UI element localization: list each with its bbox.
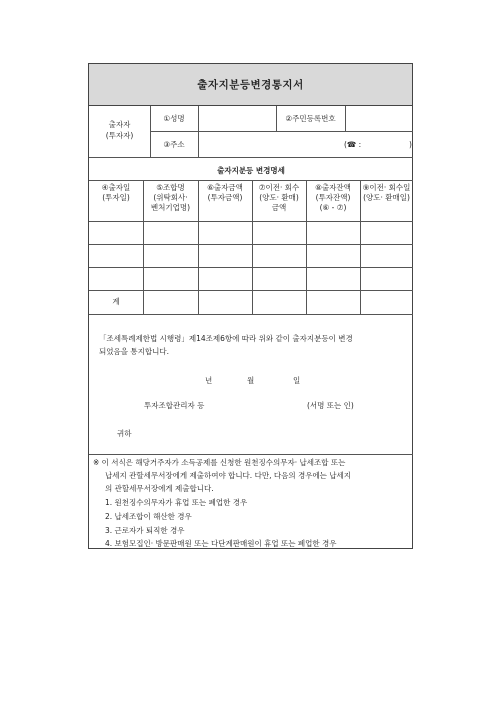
table-row [89,244,413,245]
divider [345,106,346,131]
signer-label: 투자조합관리자 등 [144,401,205,410]
divider [89,157,413,158]
signature-label: (서명 또는 인) [307,401,354,410]
table-row [89,290,413,291]
col-header-investment-date: ④출자일 (투자일) [101,183,131,202]
notes-item: 1. 원천징수의무자가 휴업 또는 폐업한 경우 [105,498,248,507]
notes-line-2: 납세지 관할세무서장에게 제출하여야 합니다. 다만, 다음의 경우에는 납세지 [105,471,352,480]
col-header-transfer-amount: ⑦이전· 회수 (양도· 환매) 금액 [258,183,300,212]
statement-line-1: 「조세특례제한법 시행령」제14조제6항에 따라 위와 같이 출자지분등이 변경 [99,334,353,343]
divider [306,180,307,314]
divider [150,131,413,132]
table-row [89,267,413,268]
notes-item: 3. 근로자가 퇴직한 경우 [105,526,185,535]
notes-item: 2. 납세조합이 해산한 경우 [105,512,192,521]
divider [143,180,144,314]
col-header-investment-amount: ⑥출자금액 (투자금액) [207,183,243,202]
date-year: 년 [205,376,213,385]
section-title: 출자지분등 변경명세 [217,166,285,175]
phone-close: ) [409,140,412,149]
total-label: 계 [112,297,120,306]
investor-label: 출자자 [108,120,131,129]
col-header-transfer-date: ⑨이전· 회수일 (양도· 환매일) [362,183,411,202]
divider [360,180,361,314]
table-row [89,314,413,315]
statement-line-2: 되었음을 통지합니다. [99,347,169,356]
form-title: 출자지분등변경통지서 [89,64,412,106]
divider [252,180,253,314]
divider [89,180,413,181]
investor-sublabel: (투자자) [105,131,134,140]
divider [198,106,199,157]
recipient-label: 귀하 [117,429,132,438]
name-label: ①성명 [163,114,185,123]
notes-line-1: ※ 이 서식은 해당거주자가 소득공제를 신청한 원천징수의무자· 납세조합 또는 [93,458,346,467]
divider [89,454,413,455]
address-label: ③주소 [163,140,185,149]
col-header-union-name: ⑤조합명 (위탁회사· 벤처기업명) [150,183,191,212]
phone-label: (☎ : [344,140,362,149]
notice-form [88,63,413,549]
col-header-balance: ⑧출자잔액 (투자잔액) (⑥ - ⑦) [315,183,351,212]
notes-line-3: 의 관할세무서장에게 제출합니다. [105,484,214,493]
table-row [89,221,413,222]
notes-item: 4. 보험모집인· 방문판매원 또는 다단계판매원이 휴업 또는 폐업한 경우 [105,539,337,548]
date-month: 월 [247,376,255,385]
date-day: 일 [293,376,301,385]
id-label: ②주민등록번호 [285,114,336,123]
divider [198,180,199,314]
